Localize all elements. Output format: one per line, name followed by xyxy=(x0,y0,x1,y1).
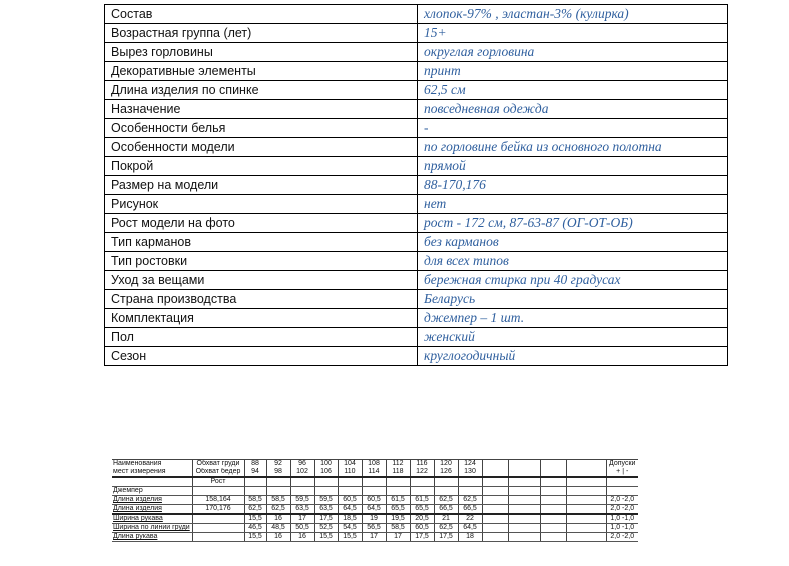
size-cell xyxy=(566,496,606,505)
size-cell: 102 xyxy=(290,468,314,477)
size-cell: 62,5 xyxy=(434,524,458,533)
spec-label: Уход за вещами xyxy=(105,271,418,290)
size-cell: 60,5 xyxy=(338,496,362,505)
size-cell xyxy=(540,487,566,496)
size-cell xyxy=(244,477,266,487)
size-cell xyxy=(482,496,508,505)
spec-label: Размер на модели xyxy=(105,176,418,195)
size-cell xyxy=(362,477,386,487)
size-cell: 62,5 xyxy=(266,505,290,515)
size-cell xyxy=(566,468,606,477)
size-cell xyxy=(508,514,540,524)
size-cell: 62,5 xyxy=(458,496,482,505)
size-cell: 65,5 xyxy=(386,505,410,515)
spec-label: Тип карманов xyxy=(105,233,418,252)
spec-row xyxy=(105,233,728,252)
size-cell xyxy=(410,487,434,496)
size-cell: 52,5 xyxy=(314,524,338,533)
size-cell: 17,5 xyxy=(314,514,338,524)
size-cell: 17 xyxy=(290,514,314,524)
size-cell xyxy=(508,468,540,477)
size-row-label: Наименования xyxy=(112,460,192,469)
size-cell: 158,164 xyxy=(192,496,244,505)
size-cell: 100 xyxy=(314,460,338,469)
spec-row xyxy=(105,347,728,366)
size-cell xyxy=(434,477,458,487)
spec-label: Возрастная группа (лет) xyxy=(105,24,418,43)
size-cell: 61,5 xyxy=(410,496,434,505)
size-cell xyxy=(540,460,566,469)
spec-value: для всех типов xyxy=(418,252,728,271)
spec-label: Длина изделия по спинке xyxy=(105,81,418,100)
size-cell: 16 xyxy=(266,533,290,542)
spec-row xyxy=(105,195,728,214)
spec-value: бережная стирка при 40 градусах xyxy=(418,271,728,290)
size-cell xyxy=(482,487,508,496)
size-cell: 20,5 xyxy=(410,514,434,524)
size-row-label: Ширина по линии груди xyxy=(112,524,192,533)
size-cell: 106 xyxy=(314,468,338,477)
spec-row xyxy=(105,100,728,119)
spec-value: 15+ xyxy=(418,24,728,43)
size-cell xyxy=(540,533,566,542)
size-cell: 120 xyxy=(434,460,458,469)
size-cell xyxy=(540,524,566,533)
spec-value: рост - 172 см, 87-63-87 (ОГ-ОТ-ОБ) xyxy=(418,214,728,233)
spec-value: прямой xyxy=(418,157,728,176)
spec-row xyxy=(105,214,728,233)
size-cell: 60,5 xyxy=(362,496,386,505)
spec-value: хлопок-97% , эластан-3% (кулирка) xyxy=(418,5,728,24)
size-row xyxy=(112,487,638,496)
size-cell xyxy=(434,487,458,496)
size-cell: Допуски xyxy=(606,460,638,469)
size-cell xyxy=(566,514,606,524)
spec-label: Особенности модели xyxy=(105,138,418,157)
size-cell: 66,5 xyxy=(458,505,482,515)
size-cell xyxy=(192,514,244,524)
size-cell xyxy=(540,468,566,477)
spec-row xyxy=(105,81,728,100)
size-cell: 18,5 xyxy=(338,514,362,524)
size-cell xyxy=(482,505,508,515)
size-row-label: мест измерения xyxy=(112,468,192,477)
spec-value: женский xyxy=(418,328,728,347)
spec-label: Назначение xyxy=(105,100,418,119)
size-cell: 2,0 -2,0 xyxy=(606,496,638,505)
size-cell xyxy=(482,533,508,542)
size-cell: 46,5 xyxy=(244,524,266,533)
spec-value: без карманов xyxy=(418,233,728,252)
size-row-label: Длина рукава xyxy=(112,533,192,542)
size-cell: 59,5 xyxy=(314,496,338,505)
size-cell: 54,5 xyxy=(338,524,362,533)
size-cell xyxy=(266,477,290,487)
size-cell xyxy=(482,477,508,487)
size-cell xyxy=(410,477,434,487)
size-cell: 118 xyxy=(386,468,410,477)
size-row xyxy=(112,514,638,524)
size-row-label: Длина изделия xyxy=(112,496,192,505)
size-cell: 58,5 xyxy=(244,496,266,505)
size-cell: 88 xyxy=(244,460,266,469)
size-cell: 104 xyxy=(338,460,362,469)
size-cell: 2,0 -2,0 xyxy=(606,505,638,515)
spec-value: - xyxy=(418,119,728,138)
size-cell: 1,0 -1,0 xyxy=(606,514,638,524)
spec-value: нет xyxy=(418,195,728,214)
size-cell: 64,5 xyxy=(458,524,482,533)
spec-label: Страна производства xyxy=(105,290,418,309)
size-cell: 15,5 xyxy=(314,533,338,542)
size-cell xyxy=(290,487,314,496)
size-cell xyxy=(192,524,244,533)
size-cell xyxy=(386,487,410,496)
size-cell: 59,5 xyxy=(290,496,314,505)
size-cell: 112 xyxy=(386,460,410,469)
size-cell xyxy=(566,460,606,469)
product-spec-table xyxy=(104,4,728,366)
size-cell xyxy=(540,505,566,515)
size-cell xyxy=(386,477,410,487)
size-cell xyxy=(540,477,566,487)
size-row xyxy=(112,496,638,505)
size-cell: 16 xyxy=(290,533,314,542)
size-cell xyxy=(482,460,508,469)
size-cell xyxy=(290,477,314,487)
size-cell: 2,0 -2,0 xyxy=(606,533,638,542)
size-cell: 66,5 xyxy=(434,505,458,515)
size-cell: 61,5 xyxy=(386,496,410,505)
size-cell: 17,5 xyxy=(434,533,458,542)
size-row-label: Джемпер xyxy=(112,487,192,496)
spec-row xyxy=(105,43,728,62)
size-cell xyxy=(508,460,540,469)
size-cell: 170,176 xyxy=(192,505,244,515)
size-cell: 96 xyxy=(290,460,314,469)
size-cell: 19 xyxy=(362,514,386,524)
spec-row xyxy=(105,271,728,290)
size-cell xyxy=(508,477,540,487)
size-cell: 122 xyxy=(410,468,434,477)
size-cell: 130 xyxy=(458,468,482,477)
size-cell: + | - xyxy=(606,468,638,477)
size-cell xyxy=(266,487,290,496)
spec-value: джемпер – 1 шт. xyxy=(418,309,728,328)
size-cell: 64,5 xyxy=(338,505,362,515)
size-cell xyxy=(338,477,362,487)
size-cell xyxy=(540,514,566,524)
spec-row xyxy=(105,290,728,309)
spec-label: Рисунок xyxy=(105,195,418,214)
size-cell: 64,5 xyxy=(362,505,386,515)
size-row xyxy=(112,468,638,477)
size-cell xyxy=(566,487,606,496)
spec-row xyxy=(105,119,728,138)
size-cell: Обхват бедер xyxy=(192,468,244,477)
size-cell: 19,5 xyxy=(386,514,410,524)
spec-value: повседневная одежда xyxy=(418,100,728,119)
size-cell: 63,5 xyxy=(290,505,314,515)
spec-label: Тип ростовки xyxy=(105,252,418,271)
size-cell: 108 xyxy=(362,460,386,469)
size-row xyxy=(112,477,638,487)
size-cell xyxy=(314,487,338,496)
spec-value: Беларусь xyxy=(418,290,728,309)
size-cell: 58,5 xyxy=(266,496,290,505)
spec-row xyxy=(105,24,728,43)
spec-row xyxy=(105,5,728,24)
size-cell xyxy=(606,487,638,496)
size-cell: 124 xyxy=(458,460,482,469)
size-cell xyxy=(508,505,540,515)
size-cell: 63,5 xyxy=(314,505,338,515)
spec-label: Покрой xyxy=(105,157,418,176)
spec-row xyxy=(105,309,728,328)
spec-row xyxy=(105,138,728,157)
size-row-label xyxy=(112,477,192,487)
size-cell xyxy=(566,533,606,542)
size-row-label: Ширина рукава xyxy=(112,514,192,524)
size-cell: 17 xyxy=(362,533,386,542)
size-row xyxy=(112,533,638,542)
size-cell: 16 xyxy=(266,514,290,524)
size-cell: 92 xyxy=(266,460,290,469)
size-cell xyxy=(566,505,606,515)
size-cell: 17,5 xyxy=(410,533,434,542)
size-cell xyxy=(482,514,508,524)
size-cell xyxy=(606,477,638,487)
spec-value: 62,5 см xyxy=(418,81,728,100)
size-chart-table xyxy=(112,459,638,542)
size-cell: 18 xyxy=(458,533,482,542)
spec-row xyxy=(105,176,728,195)
size-cell: 116 xyxy=(410,460,434,469)
size-row xyxy=(112,524,638,533)
size-cell: 94 xyxy=(244,468,266,477)
size-cell: 1,0 -1,0 xyxy=(606,524,638,533)
spec-label: Вырез горловины xyxy=(105,43,418,62)
size-cell: Рост xyxy=(192,477,244,487)
spec-row xyxy=(105,328,728,347)
spec-value: по горловине бейка из основного полотна xyxy=(418,138,728,157)
size-cell xyxy=(458,477,482,487)
spec-label: Сезон xyxy=(105,347,418,366)
spec-row xyxy=(105,157,728,176)
size-cell xyxy=(508,487,540,496)
size-cell xyxy=(508,496,540,505)
spec-row xyxy=(105,62,728,81)
size-cell xyxy=(338,487,362,496)
size-cell xyxy=(244,487,266,496)
spec-value: округлая горловина xyxy=(418,43,728,62)
size-row-label: Длина изделия xyxy=(112,505,192,515)
size-cell: 62,5 xyxy=(244,505,266,515)
size-cell: 65,5 xyxy=(410,505,434,515)
spec-label: Рост модели на фото xyxy=(105,214,418,233)
size-cell: 17 xyxy=(386,533,410,542)
spec-label: Особенности белья xyxy=(105,119,418,138)
size-cell xyxy=(508,533,540,542)
size-cell: 60,5 xyxy=(410,524,434,533)
size-row xyxy=(112,460,638,469)
spec-label: Комплектация xyxy=(105,309,418,328)
size-cell xyxy=(540,496,566,505)
size-cell xyxy=(482,468,508,477)
size-cell: 126 xyxy=(434,468,458,477)
size-cell xyxy=(566,477,606,487)
spec-label: Состав xyxy=(105,5,418,24)
size-cell xyxy=(192,533,244,542)
size-cell xyxy=(192,487,244,496)
size-cell: 58,5 xyxy=(386,524,410,533)
spec-row xyxy=(105,252,728,271)
size-cell: 48,5 xyxy=(266,524,290,533)
size-cell: 15,5 xyxy=(244,514,266,524)
spec-value: 88-170,176 xyxy=(418,176,728,195)
size-cell: 110 xyxy=(338,468,362,477)
size-cell: 98 xyxy=(266,468,290,477)
size-cell: 22 xyxy=(458,514,482,524)
spec-label: Пол xyxy=(105,328,418,347)
size-cell xyxy=(566,524,606,533)
size-cell xyxy=(508,524,540,533)
size-cell xyxy=(482,524,508,533)
spec-value: принт xyxy=(418,62,728,81)
size-cell: 15,5 xyxy=(244,533,266,542)
size-cell: Обхват груди xyxy=(192,460,244,469)
spec-value: круглогодичный xyxy=(418,347,728,366)
size-cell: 56,5 xyxy=(362,524,386,533)
size-cell: 114 xyxy=(362,468,386,477)
spec-label: Декоративные элементы xyxy=(105,62,418,81)
size-row xyxy=(112,505,638,515)
size-cell xyxy=(458,487,482,496)
size-cell: 62,5 xyxy=(434,496,458,505)
size-cell: 15,5 xyxy=(338,533,362,542)
size-cell: 50,5 xyxy=(290,524,314,533)
size-cell xyxy=(362,487,386,496)
size-cell xyxy=(314,477,338,487)
size-cell: 21 xyxy=(434,514,458,524)
